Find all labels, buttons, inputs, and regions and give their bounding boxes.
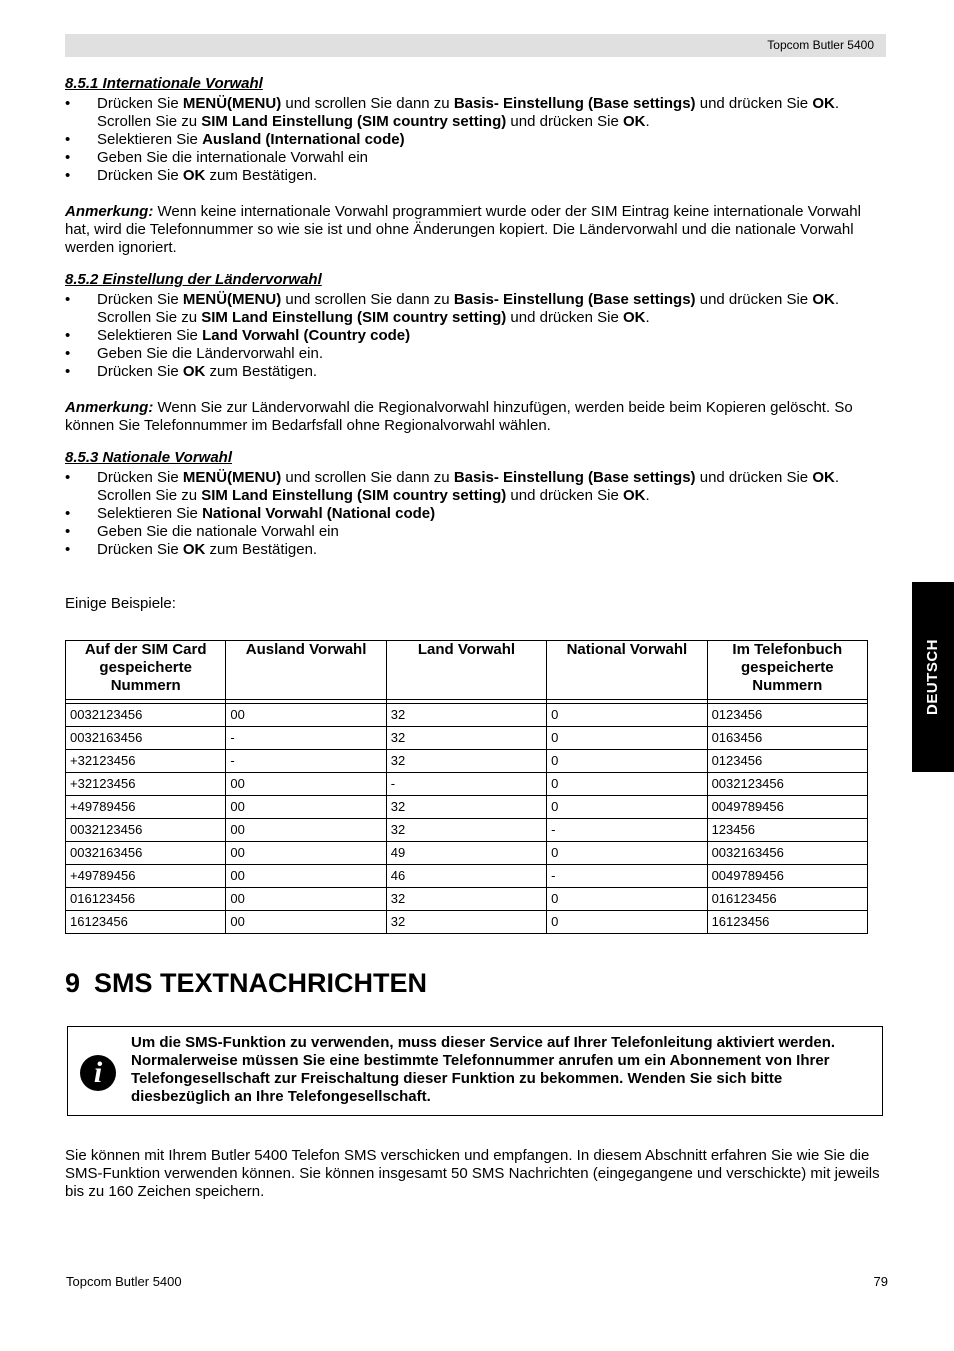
section-laendervorwahl: [65, 271, 886, 435]
header-title: Topcom Butler 5400: [767, 38, 874, 52]
info-box: [67, 1026, 883, 1116]
table-cell: -: [547, 819, 707, 842]
list-item: • Geben Sie die nationale Vorwahl ein: [65, 523, 339, 540]
table-cell: 0049789456: [707, 865, 867, 888]
chapter-title-text: SMS TEXTNACHRICHTEN: [94, 968, 428, 998]
table-cell: 32: [386, 750, 546, 773]
list-item: • Drücken Sie OK zum Bestätigen.: [65, 363, 318, 380]
table-cell: 32: [386, 796, 546, 819]
table-row: [66, 819, 868, 842]
table-cell: +32123456: [66, 773, 226, 796]
table-cell: 0: [547, 773, 707, 796]
list-item: • Geben Sie die Ländervorwahl ein.: [65, 345, 323, 362]
column-header: Ausland Vorwahl: [226, 641, 386, 700]
table-header-row: [66, 641, 868, 700]
table-cell: +32123456: [66, 750, 226, 773]
table-cell: 32: [386, 911, 546, 934]
table-cell: 32: [386, 819, 546, 842]
table-cell: -: [547, 865, 707, 888]
section-title: 8.5.1 Internationale Vorwahl: [65, 75, 263, 92]
info-icon: i: [80, 1055, 116, 1091]
header-bar: [65, 34, 886, 57]
table-cell: -: [226, 750, 386, 773]
table-cell: 0032163456: [66, 727, 226, 750]
bullet-list: [65, 469, 886, 559]
table-row: [66, 727, 868, 750]
section-nationale-vorwahl: [65, 449, 886, 559]
footer-title: Topcom Butler 5400: [66, 1274, 182, 1289]
table-cell: 0032123456: [707, 773, 867, 796]
table-cell: 46: [386, 865, 546, 888]
table-cell: 0123456: [707, 704, 867, 727]
table-row: [66, 796, 868, 819]
table-cell: -: [386, 773, 546, 796]
table-cell: 0: [547, 704, 707, 727]
chapter-title: [65, 966, 427, 1000]
list-item: • Selektieren Sie National Vorwahl (National code): [65, 505, 436, 522]
table-cell: 016123456: [66, 888, 226, 911]
table-cell: 0123456: [707, 750, 867, 773]
table-cell: 00: [226, 796, 386, 819]
table-cell: 0: [547, 911, 707, 934]
examples-intro: Einige Beispiele:: [65, 595, 176, 612]
examples-table: [65, 640, 868, 934]
table-cell: 016123456: [707, 888, 867, 911]
bullet-list: [65, 95, 886, 185]
table-row: [66, 865, 868, 888]
bullet-list: [65, 291, 886, 381]
table-cell: +49789456: [66, 865, 226, 888]
table-cell: 00: [226, 704, 386, 727]
list-item: • Drücken Sie MENÜ(MENU) und scrollen Sie dann zu Basis- Einstellung (Base settings) und drücken Sie OK. Scrollen Sie zu SIM Land Einstellung (SIM country setting) und drücken Sie OK.: [65, 95, 839, 130]
language-tab: [912, 582, 954, 772]
list-item: • Drücken Sie MENÜ(MENU) und scrollen Sie dann zu Basis- Einstellung (Base settings) und drücken Sie OK. Scrollen Sie zu SIM Land Einstellung (SIM country setting) und drücken Sie OK.: [65, 291, 839, 326]
table-cell: 00: [226, 773, 386, 796]
chapter-number: 9: [65, 968, 81, 998]
list-item: • Drücken Sie MENÜ(MENU) und scrollen Sie dann zu Basis- Einstellung (Base settings) und drücken Sie OK. Scrollen Sie zu SIM Land Einstellung (SIM country setting) und drücken Sie OK.: [65, 469, 839, 504]
note: Anmerkung: Wenn keine internationale Vorwahl programmiert wurde oder der SIM Eintrag keine internationale Vorwahl hat, wird die Telefonnummer so wie sie ist und ohne Änderungen kopiert. Die Ländervorwahl und die nationale Vorwahl werden ignoriert.: [65, 203, 861, 256]
table-row: [66, 888, 868, 911]
table-row: [66, 773, 868, 796]
note: Anmerkung: Wenn Sie zur Ländervorwahl die Regionalvorwahl hinzufügen, werden beide beim Kopieren gelöscht. So können Sie Telefonnummer im Bedarfsfall ohne Regionalvorwahl wählen.: [65, 399, 853, 434]
list-item: • Drücken Sie OK zum Bestätigen.: [65, 167, 318, 184]
table-cell: 32: [386, 704, 546, 727]
table-cell: 16123456: [707, 911, 867, 934]
table-row: [66, 842, 868, 865]
table-cell: 16123456: [66, 911, 226, 934]
table-cell: 0049789456: [707, 796, 867, 819]
table-cell: 0: [547, 796, 707, 819]
table-cell: 0: [547, 842, 707, 865]
language-tab-label: DEUTSCH: [924, 638, 942, 716]
table-cell: 0: [547, 727, 707, 750]
column-header: National Vorwahl: [547, 641, 707, 700]
page-number: 79: [873, 1274, 888, 1289]
list-item: • Selektieren Sie Ausland (International code): [65, 131, 405, 148]
column-header: Im Telefonbuch gespeicherte Nummern: [707, 641, 867, 700]
table-cell: 0: [547, 888, 707, 911]
table-cell: 00: [226, 865, 386, 888]
table-cell: 00: [226, 911, 386, 934]
table-cell: 32: [386, 888, 546, 911]
table-cell: 0032123456: [66, 704, 226, 727]
table-cell: -: [226, 727, 386, 750]
table-row: [66, 704, 868, 727]
table-cell: 0: [547, 750, 707, 773]
table-row: [66, 911, 868, 934]
table-cell: 0032163456: [66, 842, 226, 865]
table-cell: 49: [386, 842, 546, 865]
list-item: • Geben Sie die internationale Vorwahl ein: [65, 149, 369, 166]
section-title: 8.5.2 Einstellung der Ländervorwahl: [65, 271, 322, 288]
column-header: Auf der SIM Card gespeicherte Nummern: [66, 641, 226, 700]
table-cell: 0032163456: [707, 842, 867, 865]
column-header: Land Vorwahl: [386, 641, 546, 700]
table-cell: 00: [226, 888, 386, 911]
table-body: [66, 700, 868, 934]
section-title: 8.5.3 Nationale Vorwahl: [65, 449, 232, 466]
table-cell: +49789456: [66, 796, 226, 819]
table-cell: 123456: [707, 819, 867, 842]
table-cell: 32: [386, 727, 546, 750]
table-cell: 0032123456: [66, 819, 226, 842]
list-item: • Selektieren Sie Land Vorwahl (Country code): [65, 327, 411, 344]
table-cell: 00: [226, 842, 386, 865]
list-item: • Drücken Sie OK zum Bestätigen.: [65, 541, 318, 558]
table-cell: 00: [226, 819, 386, 842]
content: [65, 75, 886, 628]
info-text: Um die SMS-Funktion zu verwenden, muss dieser Service auf Ihrer Telefonleitung aktiviert werden. Normalerweise müssen Sie eine bestimmte Telefonnummer anrufen um ein Abonnement von Ihrer Telefongesellschaft zur Freischaltung dieser Funktion zu bekommen. Wenden Sie sich bitte diesbezüglich an Ihre Telefongesellschaft.: [131, 1034, 836, 1105]
table-cell: 0163456: [707, 727, 867, 750]
table-row: [66, 750, 868, 773]
section-internationale-vorwahl: [65, 75, 886, 257]
body-paragraph: Sie können mit Ihrem Butler 5400 Telefon SMS verschicken und empfangen. In diesem Abschnitt erfahren Sie wie Sie die SMS-Funktion verwenden können. Sie können insgesamt 50 SMS Nachrichten (eingegangene und verschickte) mit jeweils bis zu 160 Zeichen speichern.: [65, 1147, 880, 1200]
